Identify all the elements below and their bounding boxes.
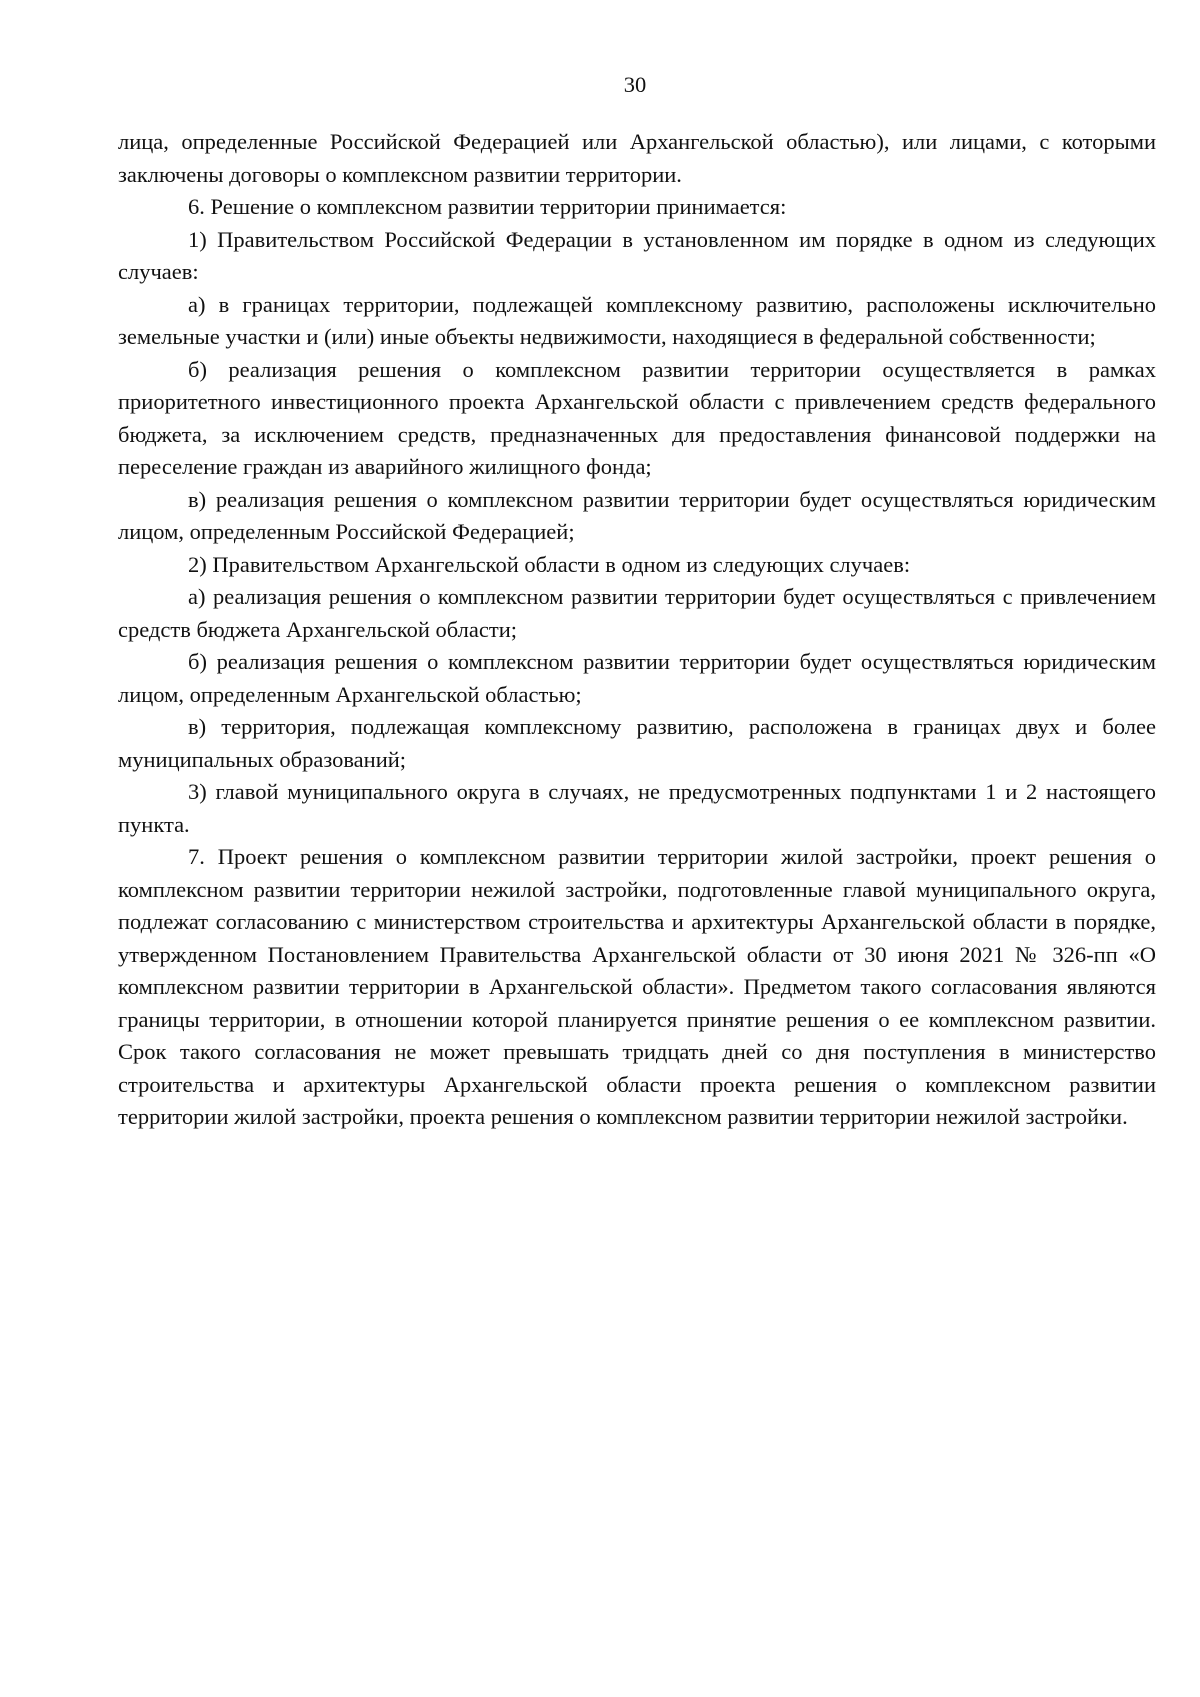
paragraph-subitem-6-1-v: в) реализация решения о комплексном развитии территории будет осуществляться юридическим лицом, определенным Российской Федерацией;	[118, 486, 1156, 544]
paragraph-item-7: 7. Проект решения о комплексном развитии территории жилой застройки, проект решения о комплексном развитии территории нежилой застройки, подготовленные главой муниципального округа, подлежат согласованию с министерством строительства и архитектуры Архангельской области в порядке, утвержденном Постановлением Правительства Архангельской области от 30 июня 2021 № 326-пп «О комплексном развитии территории в Архангельской области». Предметом такого согласования являются границы территории, в отношении которой планируется принятие решения о ее комплексном развитии. Срок такого согласования не может превышать тридцать дней со дня поступления в министерство строительства и архитектуры Архангельской области проекта решения о комплексном развитии территории жилой застройки, проекта решения о комплексном развитии территории нежилой застройки.	[118, 844, 1156, 1129]
paragraph-subitem-6-2-a: а) реализация решения о комплексном развитии территории будет осуществляться с привлечением средств бюджета Архангельской области;	[118, 584, 1156, 642]
paragraph-subitem-6-2-b: б) реализация решения о комплексном развитии территории будет осуществляться юридическим лицом, определенным Архангельской областью;	[118, 649, 1156, 707]
paragraph-subitem-6-1-a: а) в границах территории, подлежащей комплексному развитию, расположены исключительно земельные участки и (или) иные объекты недвижимости, находящиеся в федеральной собственности;	[118, 291, 1156, 349]
paragraph-subitem-6-3: 3) главой муниципального округа в случаях, не предусмотренных подпунктами 1 и 2 настоящего пункта.	[118, 779, 1156, 837]
paragraph-item-6: 6. Решение о комплексном развитии территории принимается:	[188, 194, 787, 219]
document-body	[118, 126, 1156, 1134]
paragraph-continuation: лица, определенные Российской Федерацией или Архангельской областью), или лицами, с которыми заключены договоры о комплексном развитии территории.	[118, 129, 1156, 187]
paragraph-subitem-6-2-v: в) территория, подлежащая комплексному развитию, расположена в границах двух и более муниципальных образований;	[118, 714, 1156, 772]
paragraph-subitem-6-2: 2) Правительством Архангельской области в одном из следующих случаев:	[188, 551, 911, 577]
paragraph-subitem-6-1: 1) Правительством Российской Федерации в установленном им порядке в одном из следующих случаев:	[118, 226, 1156, 284]
page-number: 30	[623, 72, 647, 97]
paragraph-subitem-6-1-b: б) реализация решения о комплексном развитии территории осуществляется в рамках приоритетного инвестиционного проекта Архангельской области с привлечением средств федерального бюджета, за исключением средств, предназначенных для предоставления финансовой поддержки на переселение граждан из аварийного жилищного фонда;	[118, 356, 1156, 479]
